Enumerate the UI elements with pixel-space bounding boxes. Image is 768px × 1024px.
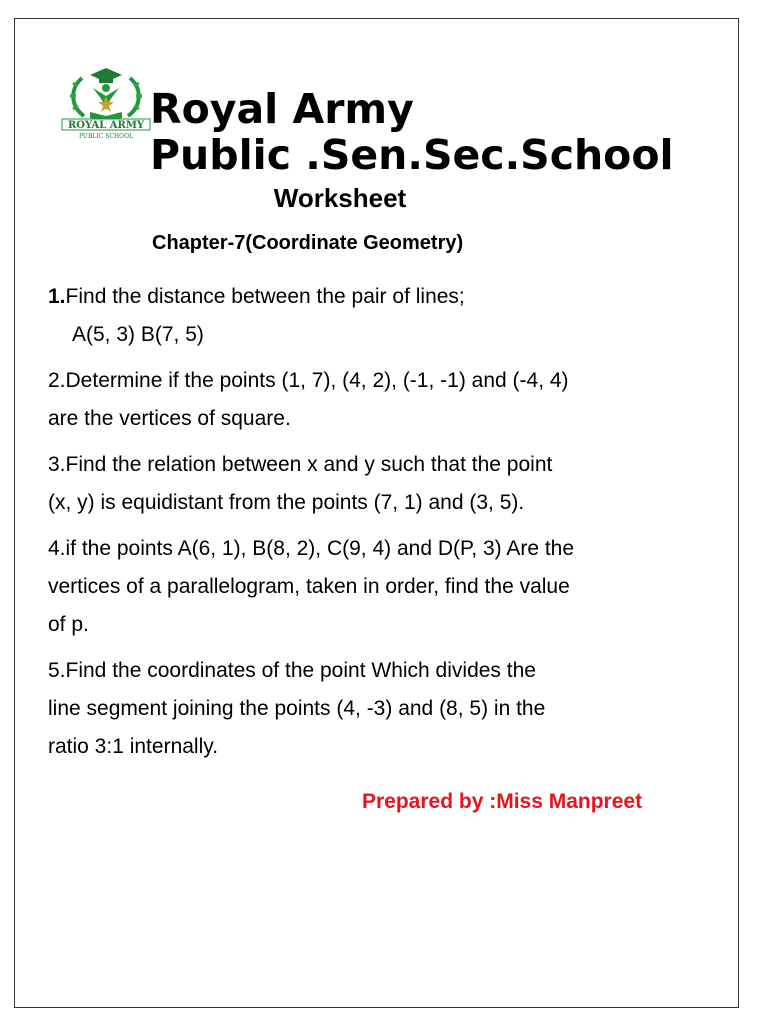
- question-1-points: A(5, 3) B(7, 5): [72, 323, 204, 346]
- question-5-line: 5.Find the coordinates of the point Which divides the: [48, 659, 536, 682]
- question-2-line: 2.Determine if the points (1, 7), (4, 2), (-1, -1) and (-4, 4): [48, 369, 569, 392]
- question-5: [48, 652, 668, 766]
- question-3: [48, 446, 668, 522]
- question-4-line: of p.: [48, 613, 89, 636]
- question-2: [48, 362, 668, 438]
- school-name: [150, 86, 674, 178]
- prepared-by: Prepared by :Miss Manpreet: [362, 790, 643, 813]
- question-1-text: Find the distance between the pair of lines;: [65, 285, 465, 308]
- question-1-number: 1.: [48, 285, 66, 308]
- logo-text: ROYAL ARMY: [67, 120, 145, 131]
- worksheet-title: Worksheet: [273, 183, 407, 213]
- question-5-line: line segment joining the points (4, -3) and (8, 5) in the: [48, 697, 546, 720]
- question-3-line: 3.Find the relation between x and y such that the point: [48, 453, 553, 476]
- question-2-line: are the vertices of square.: [48, 407, 291, 430]
- question-3-line: (x, y) is equidistant from the points (7, 1) and (3, 5).: [48, 491, 525, 514]
- school-name-line1: Royal Army: [150, 85, 414, 133]
- question-list: [48, 278, 668, 774]
- question-4: [48, 530, 668, 644]
- chapter-title: Chapter-7(Coordinate Geometry): [152, 232, 464, 254]
- question-4-line: vertices of a parallelogram, taken in order, find the value: [48, 575, 570, 598]
- question-4-line: 4.if the points A(6, 1), B(8, 2), C(9, 4) and D(P, 3) Are the: [48, 537, 575, 560]
- question-1: [48, 278, 668, 354]
- school-name-line2: Public .Sen.Sec.School: [150, 131, 674, 179]
- logo-subtext: PUBLIC SCHOOL: [78, 133, 134, 140]
- question-5-line: ratio 3:1 internally.: [48, 735, 219, 758]
- school-logo: [60, 66, 152, 142]
